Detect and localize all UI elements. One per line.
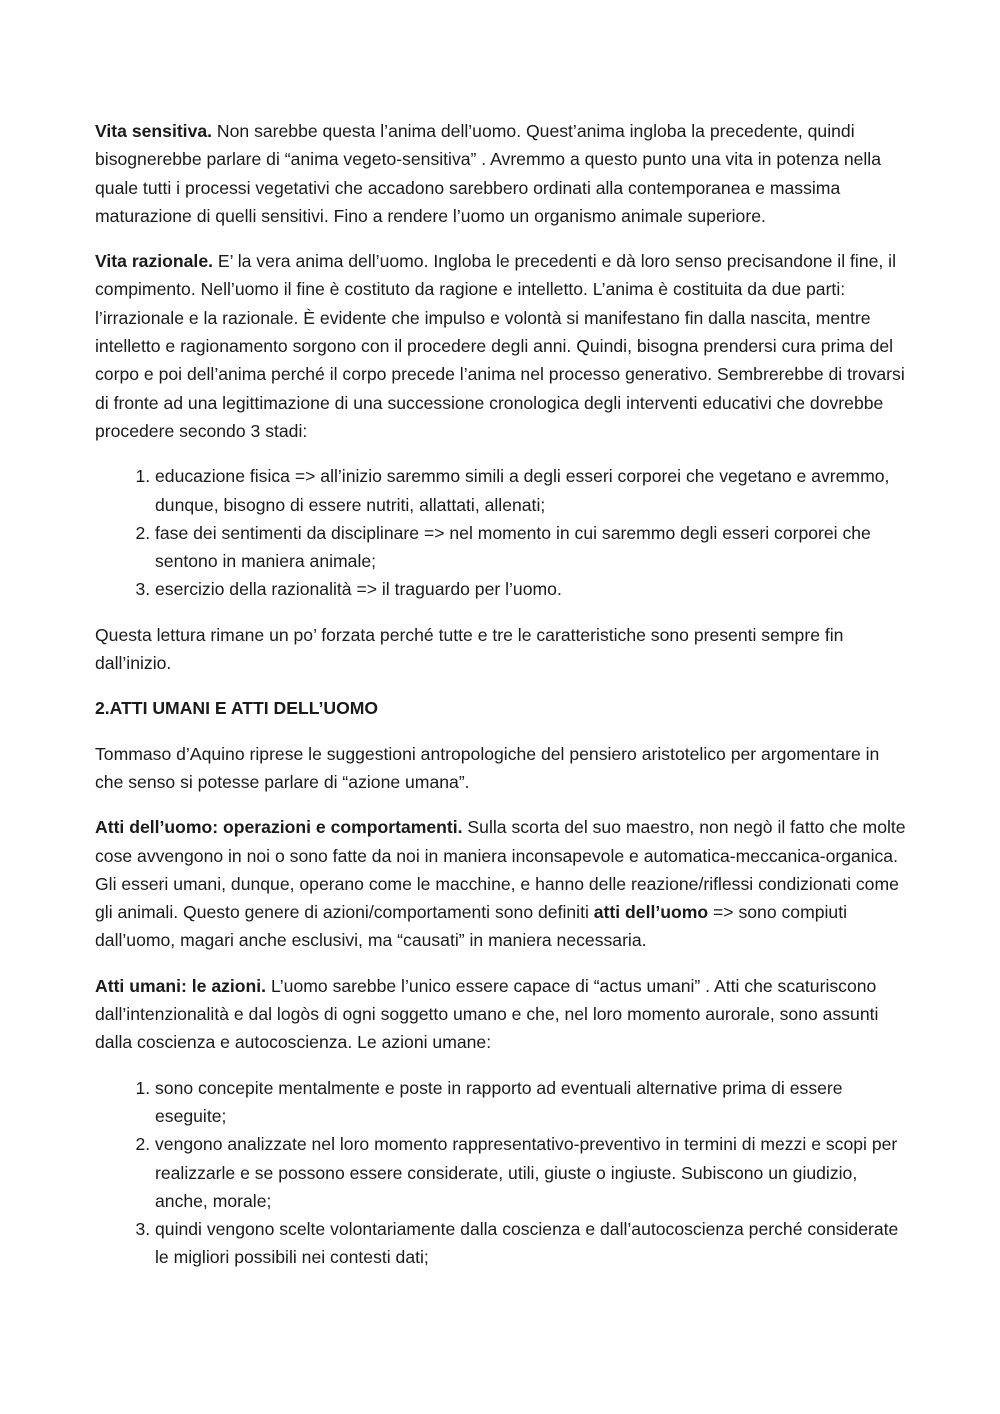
list-azioni [95, 1074, 910, 1272]
list-item: 1. sono concepite mentalmente e poste in rapporto ad eventuali alternative prima di essere eseguite; [155, 1074, 910, 1131]
list-item: 2. vengono analizzate nel loro momento rappresentativo-preventivo in termini di mezzi e scopi per realizzarle e se possono essere considerate, utili, giuste o ingiuste. Subiscono un giudizio, anche, morale; [155, 1130, 910, 1215]
paragraph-lettura: Questa lettura rimane un po’ forzata perché tutte e tre le caratteristiche sono presenti sempre fin dall’inizio. [95, 624, 844, 674]
section-heading: 2.ATTI UMANI E ATTI DELL’UOMO [95, 698, 379, 719]
list-stadi [95, 462, 910, 603]
paragraph-tommaso: Tommaso d’Aquino riprese le suggestioni antropologiche del pensiero aristotelico per argomentare in che senso si potesse parlare di “azione umana”. [95, 743, 880, 792]
list-item: 3. esercizio della razionalità => il traguardo per l’uomo. [155, 575, 910, 603]
term-atti-umani: Atti umani: le azioni. [95, 975, 267, 996]
list-item: 2. fase dei sentimenti da disciplinare => nel momento in cui saremmo degli esseri corporei che sentono in maniera animale; [155, 519, 910, 576]
text-vita-sensitiva: Non sarebbe questa l’anima dell’uomo. Quest’anima ingloba la precedente, quindi bisognerebbe parlare di “anima vegeto-sensitiva” . Avremmo a questo punto una vita in potenza nella quale tutti i processi vegetativi che accadono sarebbero ordinati alla contemporanea e massima maturazione di quelli sensitivi. Fino a rendere l’uomo un organismo animale superiore. [95, 121, 882, 226]
text-atti-uomo-2: => sono compiuti dall’uomo, magari anche esclusivi, ma “causati” in maniera necessaria. [95, 902, 848, 951]
text-vita-razionale: E’ la vera anima dell’uomo. Ingloba le precedenti e dà loro senso precisandone il fine, il compimento. Nell’uomo il fine è costituto da ragione e intelletto. L’anima è costituita da due parti: l’irrazionale e la razionale. È evidente che impulso e volontà si manifestano fin dalla nascita, mentre intelletto e ragionamento sorgono con il procedere degli anni. Quindi, bisogna prendersi cura prima del corpo e poi dell’anima perché il corpo precede l’anima nel processo generativo. Sembrerebbe di trovarsi di fronte ad una legittimazione di una successione cronologica degli interventi educativi che dovrebbe procedere secondo 3 stadi: [95, 251, 905, 441]
document-page [95, 117, 910, 1289]
list-item: 1. educazione fisica => all’inizio saremmo simili a degli esseri corporei che vegetano e avremmo, dunque, bisogno di essere nutriti, allattati, allenati; [155, 462, 910, 519]
term-atti-uomo: Atti dell’uomo: operazioni e comportamenti. [95, 817, 463, 838]
paragraph-atti-uomo [95, 813, 910, 954]
text-atti-umani: L’uomo sarebbe l’unico essere capace di “actus umani” . Atti che scaturiscono dall’intenzionalità e dal logòs di ogni soggetto umano e che, nel loro momento aurorale, sono assunti dalla coscienza e autocoscienza. Le azioni umane: [95, 975, 879, 1053]
paragraph-atti-umani [95, 972, 910, 1057]
term-vita-sensitiva: Vita sensitiva. [95, 121, 213, 141]
text-atti-uomo-1: Sulla scorta del suo maestro, non negò il fatto che molte cose avvengono in noi o sono fatte da noi in maniera inconsapevole e automatica-meccanica-organica. Gli esseri umani, dunque, operano come le macchine, e hanno delle reazione/riflessi condizionati come gli animali. Questo genere di azioni/comportamenti sono definiti [95, 817, 906, 923]
list-item: 3. quindi vengono scelte volontariamente dalla coscienza e dall’autocoscienza perché considerate le migliori possibili nei contesti dati; [155, 1215, 910, 1272]
paragraph-vita-sensitiva [95, 117, 910, 230]
paragraph-vita-razionale [95, 247, 910, 445]
term-vita-razionale: Vita razionale. [95, 251, 213, 272]
bold-term-atti-uomo: atti dell’uomo [593, 902, 709, 923]
